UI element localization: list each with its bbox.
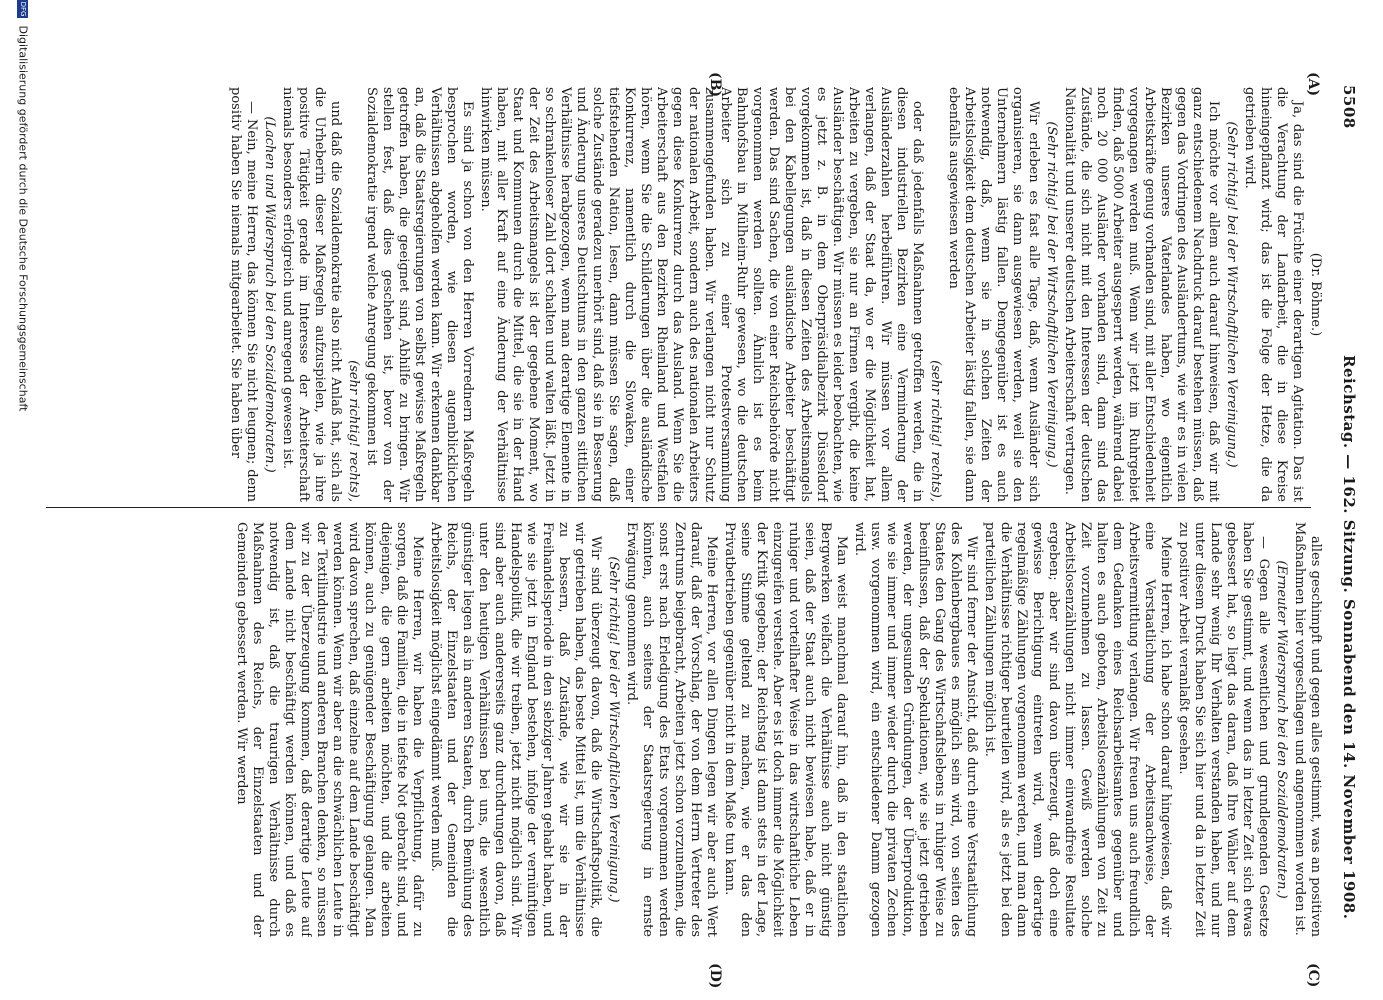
dfg-logo: DFG [19,1,28,17]
interjection: (sehr richtig! rechts), [928,360,943,502]
interjection: (sehr richtig! rechts), [346,360,361,502]
paragraph: Meine Herren, vor allen Dingen legen wir aber auch Wert darauf, daß der Vorschlag, der von dem Herrn Vertreter des Zentrums beigebracht, Arbeiten jetzt schon vorzunehmen, die sonst erst nach Erledigung des Etats vorgenommen werden könnten, auch seitens der Staatsregierung in ernste Erwägung genommen wird. [624,522,719,937]
interjection: (Sehr richtig! bei der Wirtschaftlichen Vereinigung.) [1224,121,1239,468]
interjection: (Lachen und Widerspruch bei den Sozialdemokraten.) [262,116,277,473]
interjection: (Erneuter Widerspruch bei den Sozialdemokraten.) [1274,560,1289,899]
page-footer [6,0,30,1000]
paragraph: — Gegen alle wesentlichen und grundlegenden Gesetze haben Sie gestimmt, und wenn das in letzter Zeit sich etwas gebessert hat, so liegt das daran, daß Ihre Wähler auf dem Lande sehr wenig Ihr Verhalten verstanden haben, und nur unter diesem Druck haben Sie sich hier und da in letzter Zeit zu positiver Arbeit veranlaßt gesehen. [1176,522,1271,937]
paragraph: Wir erleben es fast alle Tage, daß, wenn Ausländer sich organisieren, sie dann ausgewiesen werden, weil sie den Unternehmern lästig fallen. Demgegenüber ist es auch notwendig, daß, wenn sie in solchen Zeiten der Arbeitslosigkeit dem deutschen Arbeiter lästig fallen, sie dann ebenfalls ausgewiesen werden [946,87,1041,502]
paragraph: Wir sind überzeugt davon, daß die Wirtschaftspolitik, die wir getrieben haben, das beste Mittel ist, um die Verhältnisse zu bessern, daß Zustände, wie wir sie in der Freihandelsperiode in den siebziger Jahren gehabt haben, und wie sie jetzt in England bestehen, infolge der vernünftigen Handelspolitik, die wir treiben, jetzt nicht möglich sind. Wir sind aber auch andererseits ganz durchdrungen davon, daß unter den heutigen Verhältnissen bei uns, die wesentlich günstiger liegen als in anderen Staaten, durch Bemühung des Reichs, der Einzelstaaten und der Gemeinden die Arbeitslosigkeit möglichst eingedämmt werden muß. [428,522,603,937]
paragraph: Meine Herren, wir haben die Verpflichtung, dafür zu sorgen, daß die Familien, die in tiefste Not gebracht sind, und diejenigen, die gern arbeiten möchten, und die arbeiten können, auch zu genügender Beschäftigung gelangen. Man wird davon sprechen, daß einzelne auf dem Lande beschäftigt werden können. Wenn wir aber an die schwächlichen Leute in der Textilindustrie und anderen Branchen denken, so müssen wir zu der Überzeugung kommen, daß derartige Leute auf dem Lande nicht beschäftigt werden können, und daß es notwendig ist, daß die traurigen Verhältnisse durch Maßnahmen des Reichs, der Einzelstaaten und der Gemeinden gebessert werden. Wir werden [234,522,425,937]
right-text-column [43,522,1323,937]
paragraph: Wir sind ferner der Ansicht, daß durch eine Verstaatlichung des Kohlenbergbaues es möglich sein wird, von seiten des Staates den Gang des Wirtschaftslebens in ruhiger Weise zu beeinflussen, daß der Spekulationen, wie sie jetzt getrieben werden, der ungesunden Gründungen, der Überproduktion, wie sie immer und immer wieder durch die privaten Zechen usw. vorgenommen wird, ein entschiedener Damm gezogen wird. [852,522,979,937]
margin-marker-b: (B) [707,72,723,98]
paragraph: Ja, das sind die Früchte einer derartigen Agitation. Das ist die Verachtung der Landarbeit, die in diese Kreise hineingepflanzt wird; das ist die Folge der Hetze, die da getrieben wird. [1242,87,1305,502]
funding-note: Digitalisierung gefördert durch die Deutsche Forschungsgemeinschaft [16,25,30,412]
speaker-name: (Dr. Böhme.) [1308,252,1323,337]
paragraph: — Nein, meine Herren, das können Sie nicht leugnen; denn positiv haben Sie niemals mitgearbeitet. Sie haben über [228,87,259,502]
column-divider [46,507,1311,508]
running-title: Reichstag. — 162. Sitzung. Sonnabend den 14. November 1908. [1340,355,1358,920]
interjection: (Sehr richtig! bei der Wirtschaftlichen Vereinigung.) [606,556,621,903]
page-number: 5508 [1340,85,1358,129]
page-header [1332,85,1358,965]
interjection: (Sehr richtig! bei der Wirtschaftlichen Vereinigung.) [1044,121,1059,468]
paragraph: Man weist manchmal darauf hin, daß in den staatlichen Bergwerken vielfach die Verhältnisse auch nicht günstig seien, daß der Staat auch nicht bewiesen habe, daß er in ruhiger und vorteilhafter Weise in das wirtschaftliche Leben einzugreifen verstehe. Aber es ist doch immer die Möglichkeit der Kritik gegeben; der Reichstag ist dann stets in der Lage, seine Stimme geltend zu machen, wie er das den Privatbetrieben gegenüber nicht in dem Maße tun kann. [722,522,849,937]
margin-marker-a: (A) [1305,72,1321,97]
left-text-column [43,87,1323,502]
paragraph: Ich möchte vor allem auch darauf hinweisen, daß wir mit ganz entschiedenem Nachdruck darauf bestehen müssen, daß gegen das Vordringen des Ausländertums, wie wir es in vielen Bezirken unseres Vaterlandes haben, wo eigentlich Arbeitskräfte genug vorhanden sind, mit aller Entschiedenheit vorgegangen werden muß. Wenn wir jetzt im Ruhrgebiet finden, daß 5000 Arbeiter ausgesperrt werden, während dabei noch 20 000 Ausländer vorhanden sind, dann sind das Zustände, die sich nicht mit den Interessen der deutschen Nationalität und unserer deutschen Arbeiterschaft vertragen. [1062,87,1221,502]
paragraph: alles geschimpft und gegen alles gestimmt, was an positiven Maßnahmen hier vorgeschlagen und angenommen worden ist. [1292,522,1323,937]
paragraph: Meine Herren, ich habe schon darauf hingewiesen, daß wir eine Verstaatlichung der Arbeitsnachweise, der Arbeitsvermittlung verlangen. Wir freuen uns auch freundlich dem Gedanken eines Reichsarbeitsamtes gegenüber und halten es auch geboten, Arbeitslosenzählungen von Zeit zu Zeit vorzunehmen zu lassen. Gewiß werden solche Arbeitslosenzählungen nicht immer einwandfreie Resultate ergeben; aber wir sind davon überzeugt, daß doch eine gewisse Berichtigung eintreten wird, wenn derartige regelmäßige Zählungen vorgenommen werden, und man dann die Verhältnisse richtiger beurteilen wird, als es jetzt bei den parteilichen Zählungen möglich ist. [982,522,1173,937]
margin-marker-c: (C) [1305,963,1321,988]
margin-marker-d: (D) [707,963,723,989]
paragraph: und daß die Sozialdemokratie also nicht Anlaß hat, sich als die Urheberin dieser Maßregeln aufzuspielen, wie ja ihre positive Tätigkeit gerade im Interesse der Arbeiterschaft niemals besonders erfolgreich und anregend gewesen ist. [280,87,343,502]
paragraph: oder daß jedenfalls Maßnahmen getroffen werden, die in diesen industriellen Bezirken eine Verminderung der Ausländerzahlen herbeiführen. Wir müssen vor allem verlangen, daß der Staat da, wo er die Möglichkeit hat, Arbeiten zu vergeben, sie nur an Firmen vergibt, die keine Ausländer beschäftigen. Wir müssen es leider beobachten, wie es jetzt z. B. in dem Oberpräsidialbezirk Düsseldorf vorgekommen ist, daß in diesen Zeiten des Arbeitsmangels bei den Kabellegungen ausländische Arbeiter beschäftigt werden. Das sind Sachen, die von einer Reichsbehörde nicht vorgenommen werden sollten. Ähnlich ist es beim Bahnhofsbau in Mülheim-Ruhr gewesen, wo die deutschen Arbeiter sich zu einer Protestversammlung zusammengefunden haben. Wir verlangen nicht nur Schutz der nationalen Arbeit, sondern auch des nationalen Arbeiters gegen diese Konkurrenz durch das Ausland. Wenn Sie die Arbeiterschaft aus den Bezirken Rheinland und Westfalen hören, wenn Sie die Schilderungen über die ausländische Konkurrenz, namentlich durch die Slowaken, einer tiefstehenden Nation, lesen, dann müssen Sie sagen, daß solche Zustände geradezu unerhört sind, daß sie in Besserung und Änderung unseres Deutschtums in den ganzen sittlichen Verhältnisse herabgezogen, wenn man derartige Elemente in so schrankenloser Zahl dort schalten und walten läßt. Jetzt in der Zeit des Arbeitsmangels ist der gegebene Moment, wo Staat und Kommunen durch die Mittel, die sie in der Hand haben, mit aller Kraft auf eine Änderung der Verhältnisse hinwirken müssen. [478,87,925,502]
paragraph: Es sind ja schon von den Herren Vorrednern Maßregeln besprochen worden, wie diesen augenblicklichen Verhältnissen abgeholfen werden kann. Wir erkennen dankbar an, daß die Staatsregierungen von selbst gewisse Maßregeln getroffen haben, die geeignet sind, Abhilfe zu bringen. Wir stellen fest, daß dies geschehen ist, bevor von der Sozialdemokratie irgend welche Anregung gekommen ist [364,87,475,502]
